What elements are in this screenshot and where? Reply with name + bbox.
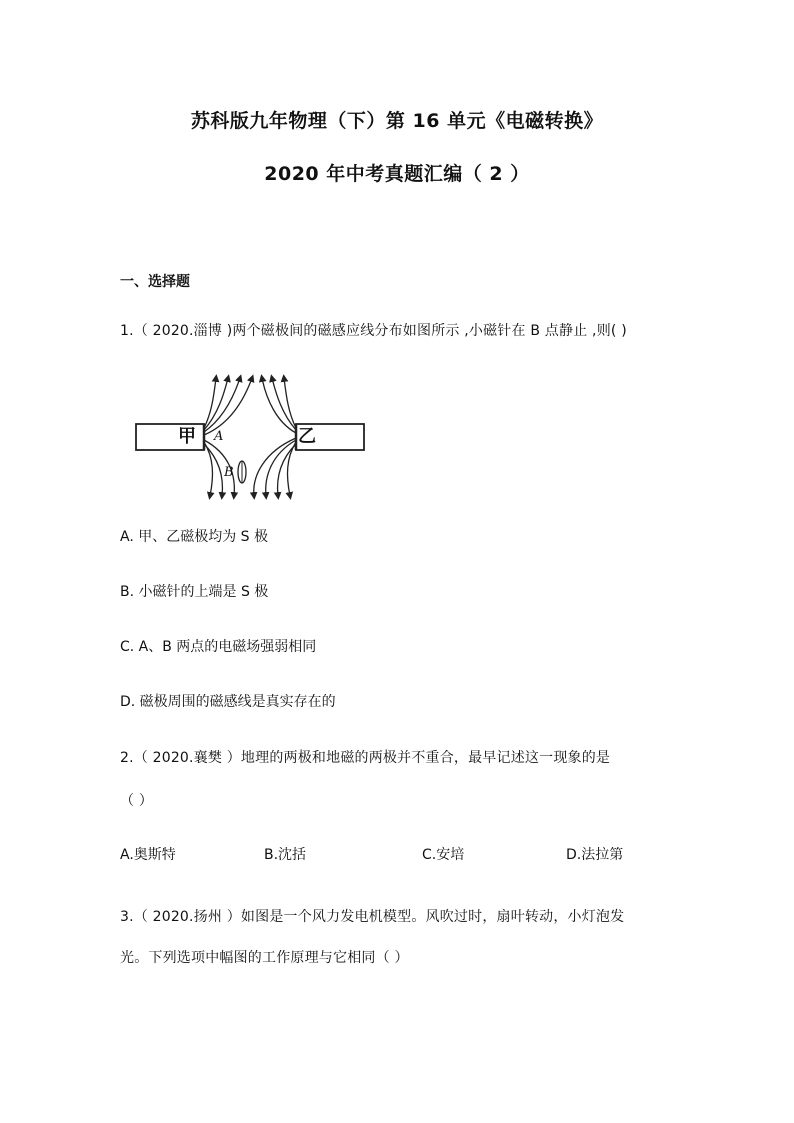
question-1-stem: 1.（ 2020.淄博 )两个磁极间的磁感应线分布如图所示 ,小磁针在 B 点静止 ,则( ) — [120, 323, 627, 339]
q1-option-a: A. 甲、乙磁极均为 S 极 — [120, 529, 269, 545]
q2-option-a: A.奥斯特 — [120, 847, 176, 863]
q2-option-d: D.法拉第 — [566, 847, 624, 863]
field-lines-diagram — [130, 372, 370, 502]
point-a-label: A — [214, 429, 224, 444]
magnetic-field-figure — [130, 372, 370, 502]
point-b-label: B — [224, 465, 234, 480]
q2-option-c: C.安培 — [422, 847, 465, 863]
question-3-stem-line1: 3.（ 2020.扬州 ）如图是一个风力发电机模型。风吹过时，扇叶转动，小灯泡发 — [120, 909, 625, 925]
q1-option-b: B. 小磁针的上端是 S 极 — [120, 584, 269, 600]
pole-label-left: 甲 — [178, 426, 196, 447]
q1-option-d: D. 磁极周围的磁感线是真实存在的 — [120, 694, 336, 710]
section-heading: 一、选择题 — [120, 274, 190, 290]
document-title: 苏科版九年物理（下）第 16 单元《电磁转换》 — [190, 110, 604, 132]
pole-label-right: 乙 — [298, 426, 316, 447]
q2-option-b: B.沈括 — [264, 847, 307, 863]
q1-option-c: C. A、B 两点的电磁场强弱相同 — [120, 639, 317, 655]
question-3-stem-line2: 光。下列选项中幅图的工作原理与它相同（ ） — [120, 950, 409, 966]
question-2-blank: （ ） — [120, 793, 154, 809]
question-2-stem: 2.（ 2020.襄樊 ）地理的两极和地磁的两极并不重合，最早记述这一现象的是 — [120, 750, 611, 766]
document-subtitle: 2020 年中考真题汇编（ 2 ） — [264, 163, 530, 185]
